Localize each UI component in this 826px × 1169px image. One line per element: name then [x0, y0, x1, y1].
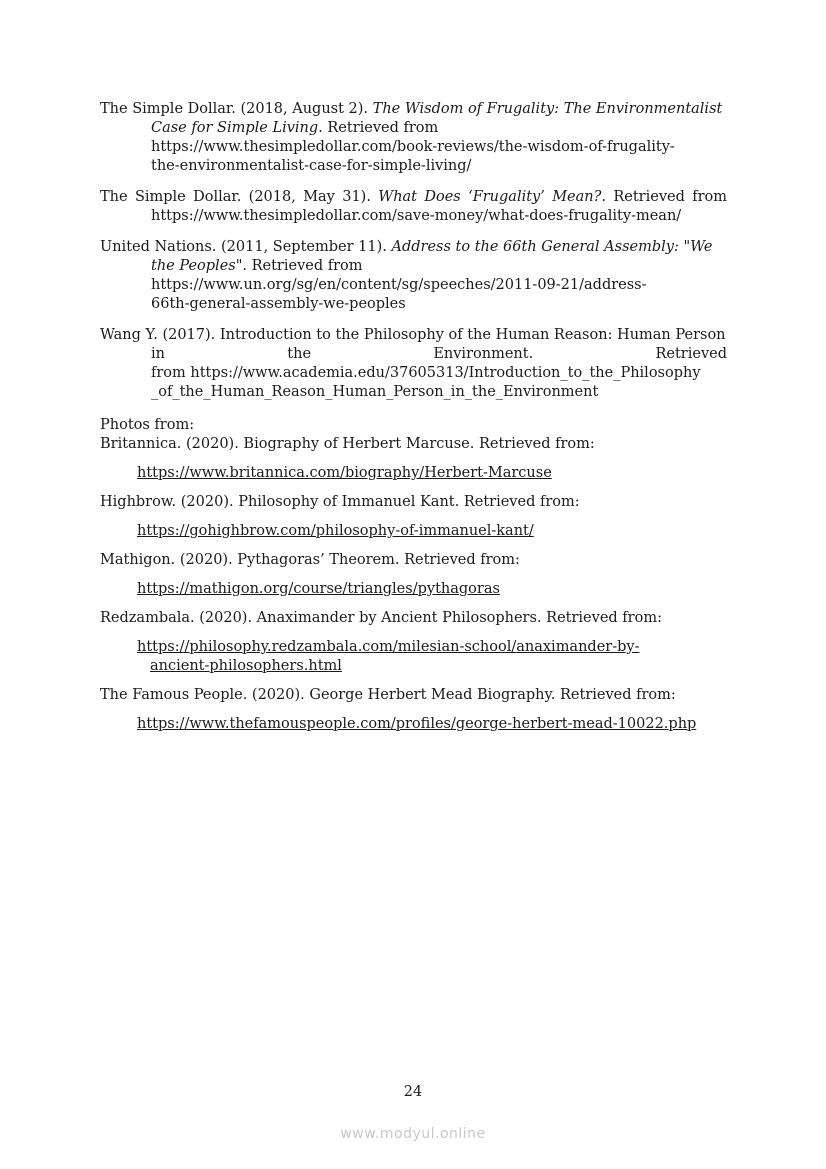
- reference-line: in the Environment. Retrieved: [151, 346, 727, 362]
- reference-entry: [100, 238, 727, 314]
- reference-title: Address to the 66th General Assembly: "We the Peoples": [151, 239, 713, 274]
- reference-url-line: 66th-general-assembly-we-peoples: [151, 296, 406, 312]
- reference-prefix: The Simple Dollar. (2018, May 31).: [100, 189, 379, 205]
- reference-url-line: https://www.un.org/sg/en/content/sg/speeches/2011-09-21/address-: [151, 277, 647, 293]
- reference-url-line: the-environmentalist-case-for-simple-living/: [151, 158, 472, 174]
- photo-credits-heading: Photos from:: [100, 417, 195, 433]
- reference-prefix: The Simple Dollar. (2018, August 2).: [100, 101, 373, 117]
- reference-title: The Wisdom of Frugality: The Environmentalist Case for Simple Living: [151, 101, 723, 136]
- reference-suffix: . Retrieved from https://www.thesimpledollar.com/save-money/what-does-frugality-mean/: [151, 189, 728, 224]
- photo-credit-link[interactable]: https://www.thefamouspeople.com/profiles/george-herbert-mead-10022.php: [137, 716, 697, 732]
- reference-line: from https://www.academia.edu/37605313/Introduction_to_the_Philosophy: [151, 365, 701, 381]
- photo-credit-link[interactable]: https://philosophy.redzambala.com/milesian-school/anaximander-by-ancient-philosophers.html: [137, 639, 640, 674]
- reference-entry: [100, 326, 727, 402]
- photo-credit-citation: Redzambala. (2020). Anaximander by Ancient Philosophers. Retrieved from:: [100, 610, 662, 626]
- photo-credit-citation: Britannica. (2020). Biography of Herbert Marcuse. Retrieved from:: [100, 436, 595, 452]
- reference-suffix: . Retrieved from: [318, 120, 439, 136]
- photo-credit-link[interactable]: https://gohighbrow.com/philosophy-of-immanuel-kant/: [137, 523, 534, 539]
- reference-title: What Does ‘Frugality’ Mean?: [378, 189, 602, 205]
- reference-suffix: . Retrieved from: [242, 258, 363, 274]
- reference-entry: [100, 100, 727, 176]
- reference-line: _of_the_Human_Reason_Human_Person_in_the_Environment: [151, 384, 599, 400]
- reference-line: Wang Y. (2017). Introduction to the Philosophy of the Human Reason: Human Person: [100, 327, 726, 343]
- references-list: [100, 100, 727, 414]
- watermark: www.modyul.online: [340, 1126, 486, 1142]
- photo-credits: [100, 416, 740, 744]
- photo-credit-link[interactable]: https://www.britannica.com/biography/Herbert-Marcuse: [137, 465, 552, 481]
- reference-entry: [100, 188, 727, 226]
- photo-credit-citation: The Famous People. (2020). George Herbert Mead Biography. Retrieved from:: [100, 687, 676, 703]
- reference-prefix: United Nations. (2011, September 11).: [100, 239, 392, 255]
- photo-credit-citation: Mathigon. (2020). Pythagoras’ Theorem. Retrieved from:: [100, 552, 520, 568]
- photo-credit-link[interactable]: https://mathigon.org/course/triangles/pythagoras: [137, 581, 500, 597]
- page-number: 24: [403, 1084, 423, 1100]
- photo-credit-citation: Highbrow. (2020). Philosophy of Immanuel Kant. Retrieved from:: [100, 494, 580, 510]
- reference-url-line: https://www.thesimpledollar.com/book-reviews/the-wisdom-of-frugality-: [151, 139, 675, 155]
